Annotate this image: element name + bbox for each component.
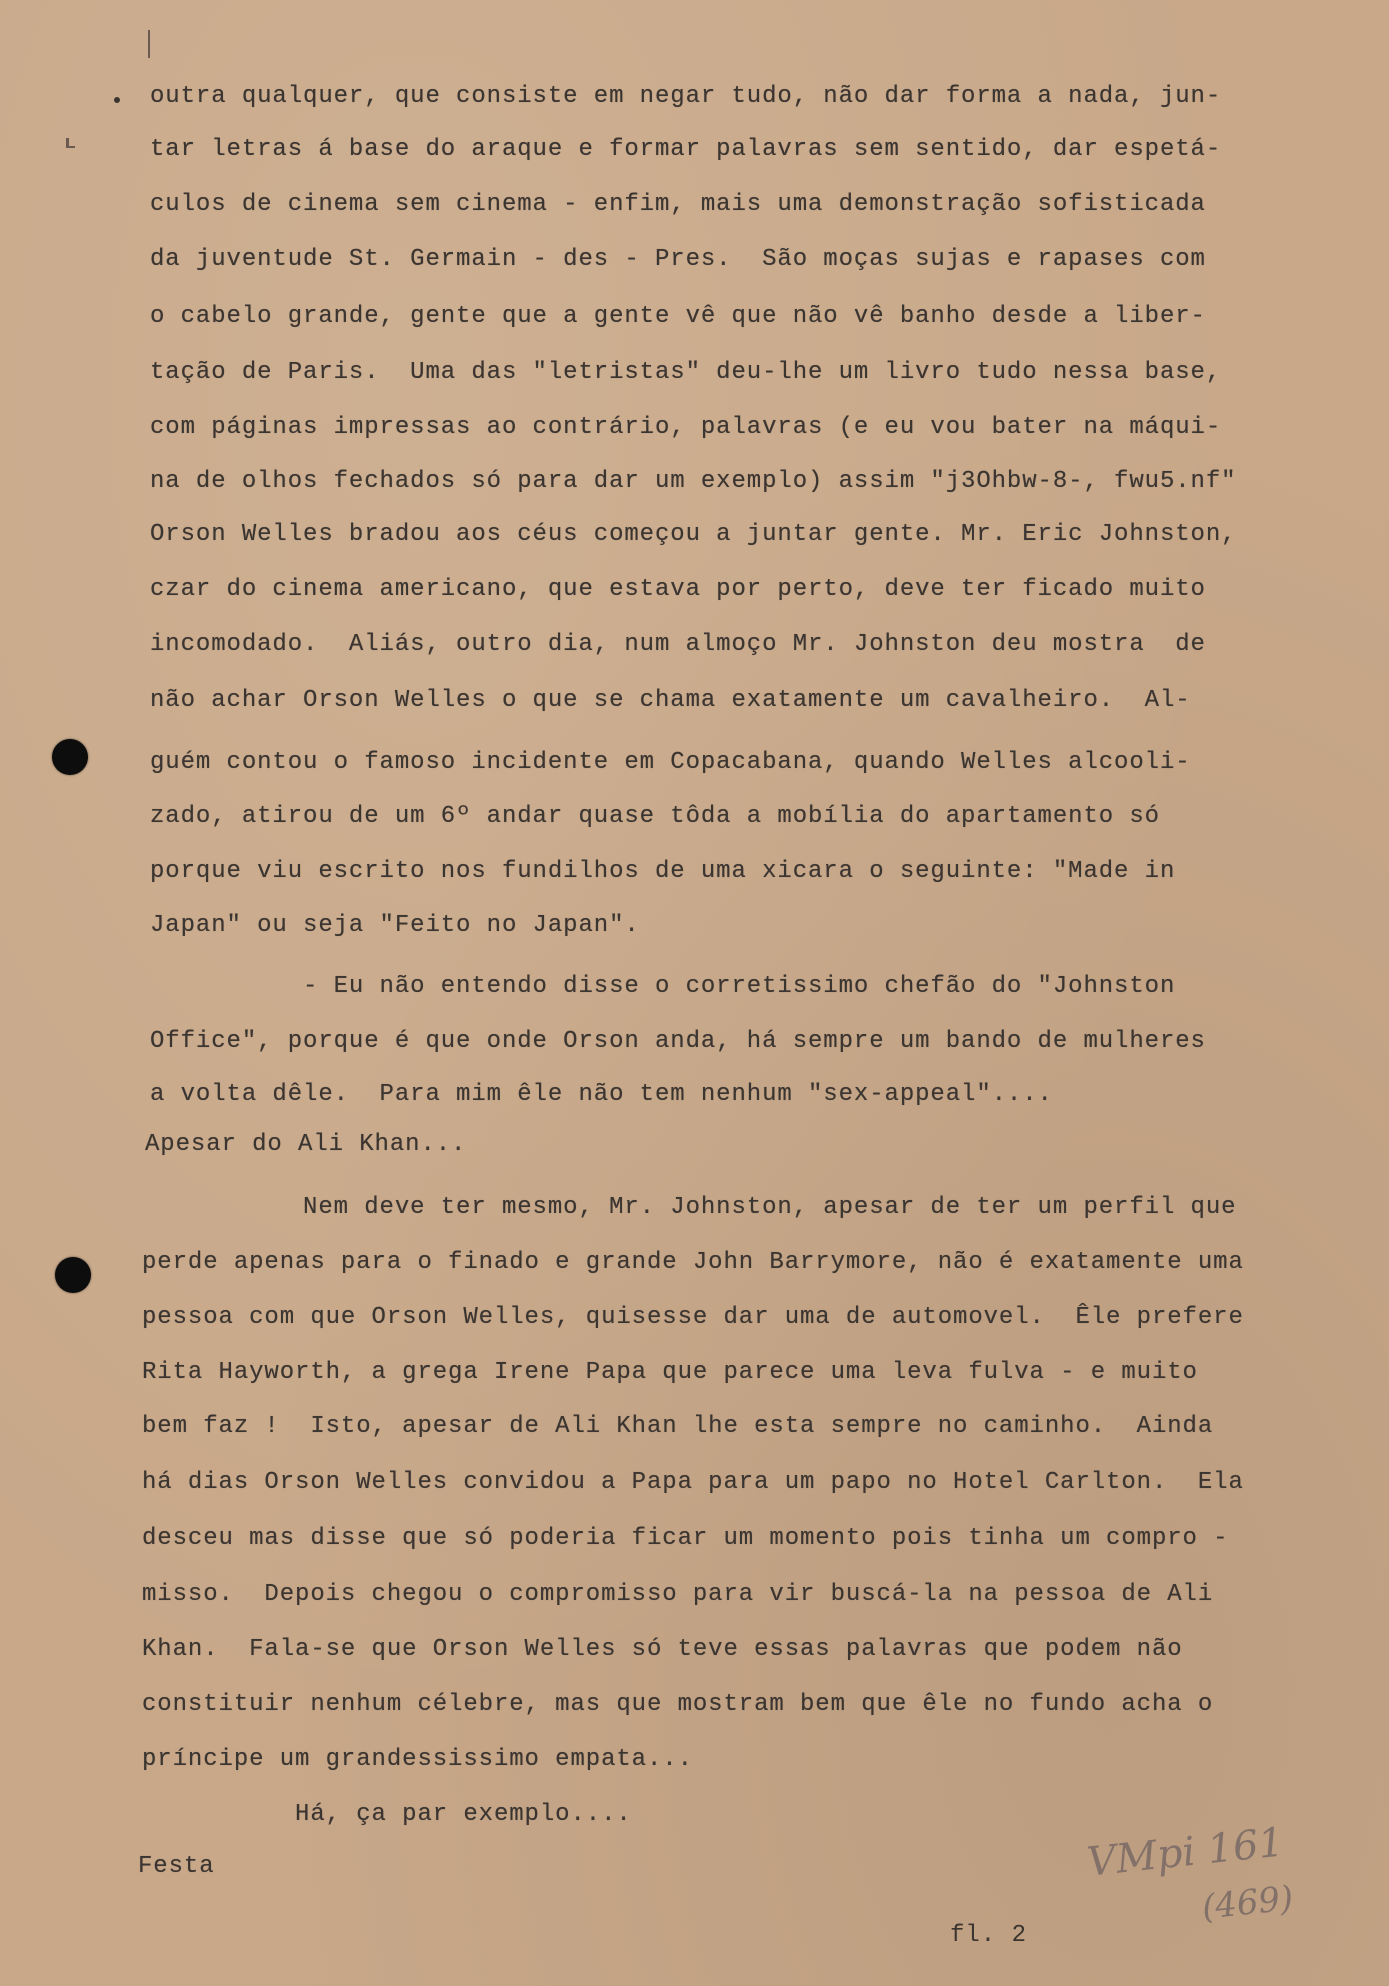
top-edge-mark <box>148 30 150 58</box>
text-line-12: não achar Orson Welles o que se chama exatamente um cavalheiro. Al- <box>150 687 1191 714</box>
text-line-14: zado, atirou de um 6º andar quase tôda a mobília do apartamento só <box>150 803 1160 830</box>
text-line-1: outra qualquer, que consiste em negar tudo, não dar forma a nada, jun- <box>150 83 1222 110</box>
text-line-18: Office", porque é que onde Orson anda, há sempre um bando de mulheres <box>150 1028 1206 1055</box>
text-line-24: Rita Hayworth, a grega Irene Papa que parece uma leva fulva - e muito <box>142 1359 1198 1386</box>
text-line-23: pessoa com que Orson Welles, quisesse dar uma de automovel. Êle prefere <box>142 1304 1244 1331</box>
text-line-32: Há, ça par exemplo.... <box>142 1801 632 1828</box>
punch-hole-top <box>52 739 88 775</box>
text-line-28: misso. Depois chegou o compromisso para vir buscá-la na pessoa de Ali <box>142 1581 1214 1608</box>
text-line-13: guém contou o famoso incidente em Copacabana, quando Welles alcooli- <box>150 749 1191 776</box>
folio-number: fl. 2 <box>950 1922 1028 1949</box>
archive-reference-line-2: (469) <box>1200 1878 1296 1928</box>
text-line-2: tar letras á base do araque e formar palavras sem sentido, dar espetá- <box>150 136 1222 163</box>
text-line-26: há dias Orson Welles convidou a Papa para um papo no Hotel Carlton. Ela <box>142 1469 1244 1496</box>
text-line-16: Japan" ou seja "Feito no Japan". <box>150 912 640 939</box>
text-line-11: incomodado. Aliás, outro dia, num almoço Mr. Johnston deu mostra de <box>150 631 1206 658</box>
text-line-22: perde apenas para o finado e grande John Barrymore, não é exatamente uma <box>142 1249 1244 1276</box>
margin-tick <box>66 146 75 148</box>
text-line-17: - Eu não entendo disse o corretissimo chefão do "Johnston <box>150 973 1176 1000</box>
text-line-27: desceu mas disse que só poderia ficar um momento pois tinha um compro - <box>142 1525 1229 1552</box>
text-line-20: Apesar do Ali Khan... <box>145 1131 467 1158</box>
text-line-6: tação de Paris. Uma das "letristas" deu-lhe um livro tudo nessa base, <box>150 359 1222 386</box>
text-line-5: o cabelo grande, gente que a gente vê que não vê banho desde a liber- <box>150 303 1206 330</box>
text-line-8: na de olhos fechados só para dar um exemplo) assim "j3Ohbw-8-, fwu5.nf" <box>150 468 1237 495</box>
punch-hole-bottom <box>55 1257 91 1293</box>
text-line-10: czar do cinema americano, que estava por perto, deve ter ficado muito <box>150 576 1206 603</box>
text-line-25: bem faz ! Isto, apesar de Ali Khan lhe esta sempre no caminho. Ainda <box>142 1413 1214 1440</box>
text-line-4: da juventude St. Germain - des - Pres. São moças sujas e rapases com <box>150 246 1206 273</box>
text-line-7: com páginas impressas ao contrário, palavras (e eu vou bater na máqui- <box>150 414 1222 441</box>
text-line-21: Nem deve ter mesmo, Mr. Johnston, apesar de ter um perfil que <box>150 1194 1237 1221</box>
text-line-3: culos de cinema sem cinema - enfim, mais uma demonstração sofisticada <box>150 191 1206 218</box>
text-line-19: a volta dêle. Para mim êle não tem nenhum "sex-appeal".... <box>150 1081 1053 1108</box>
text-line-30: constituir nenhum célebre, mas que mostram bem que êle no fundo acha o <box>142 1691 1214 1718</box>
text-line-33: Festa <box>138 1853 215 1880</box>
text-line-31: príncipe um grandessissimo empata... <box>142 1746 693 1773</box>
text-line-9: Orson Welles bradou aos céus começou a juntar gente. Mr. Eric Johnston, <box>150 521 1237 548</box>
text-line-29: Khan. Fala-se que Orson Welles só teve essas palavras que podem não <box>142 1636 1183 1663</box>
margin-dot <box>114 97 120 103</box>
text-line-15: porque viu escrito nos fundilhos de uma xicara o seguinte: "Made in <box>150 858 1176 885</box>
archive-reference-line-1: VMpi 161 <box>1085 1819 1287 1886</box>
